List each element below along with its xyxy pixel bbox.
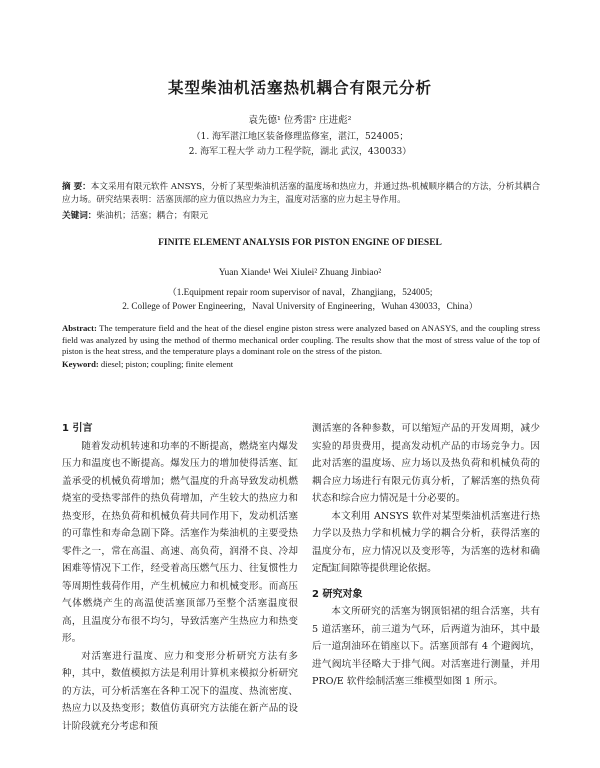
section-2-paragraph-1: 本文所研究的活塞为钢顶铝裙的组合活塞，共有 5 道活塞环，前三道为气环，后两道为油环，其中最后一道刮油环在销座以下。活塞顶部有 4 个避阀坑，进气阀坑半径略大于排气阀。对活塞进行测量，并用 PRO/E 软件绘制活塞三维模型如图 1 所示。 bbox=[312, 606, 540, 687]
section-1-paragraph-3: 测活塞的各种参数，可以缩短产品的开发周期，减少实验的昂贵费用，提高发动机产品的市场竞争力。因此对活塞的温度场、应力场以及热负荷和机械负荷的耦合应力场进行有限元仿真分析，了解活塞的热负荷状态和综合应力情况是十分必要的。 bbox=[312, 423, 540, 504]
english-affiliation-1: （1.Equipment repair room supervisor of naval，Zhangjiang，524005; bbox=[167, 287, 433, 297]
chinese-keywords bbox=[62, 210, 542, 223]
chinese-abstract-label: 摘 要： bbox=[62, 182, 91, 192]
section-1-heading: 1 引言 bbox=[62, 423, 93, 434]
english-title: FINITE ELEMENT ANALYSIS FOR PISTON ENGINE OF DIESEL bbox=[158, 238, 442, 248]
chinese-abstract-text: 本文采用有限元软件 ANSYS，分析了某型柴油机活塞的温度场和热应力，并通过热-机械顺序耦合的方法，分析其耦合应力场。研究结果表明：活塞顶部的应力值以热应力为主，温度对活塞的应力起主导作用。 bbox=[62, 182, 541, 205]
chinese-affiliation-2: 2. 海军工程大学 动力工程学院，湖北 武汉，430033） bbox=[188, 147, 412, 157]
chinese-title: 某型柴油机活塞热机耦合有限元分析 bbox=[167, 79, 432, 97]
section-1-paragraph-4: 本文利用 ANSYS 软件对某型柴油机活塞进行热力学以及热力学和机械力学的耦合分析，获得活塞的温度分布，应力情况以及变形等，为活塞的选材和确定配缸间隙等提供理论依据。 bbox=[312, 510, 540, 574]
left-column bbox=[62, 420, 298, 735]
chinese-abstract bbox=[62, 181, 542, 207]
english-abstract-text: The temperature field and the heat of the diesel engine piston stress were analyzed based on ANASYS, and the coupling stress field was analyzed by using the method of thermo mechanical order coupling. The results show that the most of stress value of the top of piston is the heat stress, and the temperature plays a dominant role on the stress of the piston. bbox=[62, 323, 540, 356]
english-keywords bbox=[62, 359, 540, 371]
chinese-keywords-text: 柴油机；活塞；耦合；有限元 bbox=[96, 211, 209, 221]
english-affiliation-2: 2. College of Power Engineering，Naval University of Engineering，Wuhan 430033，China） bbox=[122, 301, 478, 311]
section-1-paragraph-2: 对活塞进行温度、应力和变形分析研究方法有多种，其中，数值模拟方法是利用计算机来模拟分析研究的方法，可分析活塞在各种工况下的温度、热流密度、热应力以及热变形；数值仿真研究方法能在新产品的设计阶段就充分考虑和预 bbox=[62, 650, 298, 732]
right-column bbox=[312, 420, 540, 691]
section-2-heading: 2 研究对象 bbox=[312, 588, 363, 600]
english-keywords-label: Keyword: bbox=[62, 359, 99, 369]
chinese-authors: 袁先德¹ 位秀雷² 庄进彪² bbox=[248, 115, 352, 126]
english-abstract-label: Abstract: bbox=[62, 323, 97, 333]
english-keywords-text: diesel; piston; coupling; finite element bbox=[100, 359, 234, 369]
english-authors: Yuan Xiande¹ Wei Xiulei² Zhuang Jinbiao² bbox=[218, 268, 382, 278]
section-1-paragraph-1: 随着发动机转速和功率的不断提高，燃烧室内爆发压力和温度也不断提高。爆发压力的增加使得活塞、缸盖承受的机械负荷增加；燃气温度的升高导致发动机燃烧室的受热零部件的热负荷增加，产生较大的热应力和热变形，在热负荷和机械负荷共同作用下，发动机活塞的可靠性和寿命急剧下降。活塞作为柴油机的主要受热零件之一，常在高温、高速、高负荷，润滑不良、冷却困难等情况下工作，经受着高压燃气压力、往复惯性力等周期性载荷作用，产生机械应力和机械变形。而高压气体燃烧产生的高温使活塞顶部乃至整个活塞温度很高，且温度分布很不均匀，导致活塞产生热应力和热变形。 bbox=[62, 440, 298, 644]
chinese-keywords-label: 关键词： bbox=[62, 211, 97, 221]
chinese-affiliation-1: （1. 海军湛江地区装备修理监修室，湛江，524005； bbox=[191, 132, 409, 142]
english-abstract bbox=[62, 323, 540, 358]
